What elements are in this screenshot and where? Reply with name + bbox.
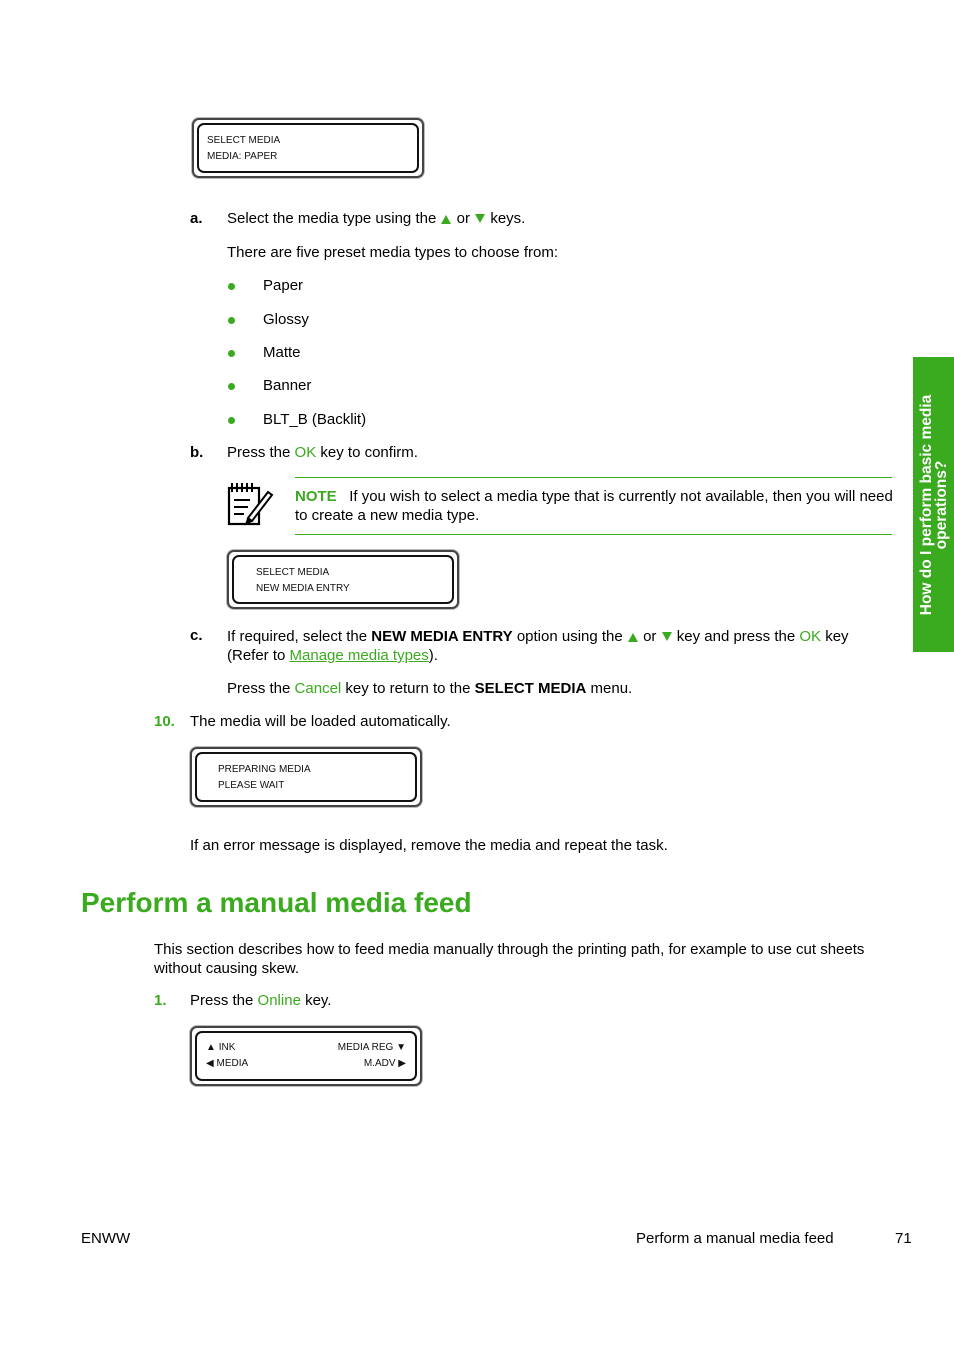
step-b-text (227, 444, 418, 461)
lcd-line-1: SELECT MEDIA (207, 135, 281, 146)
bullet-icon (228, 317, 235, 324)
left-arrow-icon: ◀ (206, 1058, 214, 1069)
lcd-line-2: PLEASE WAIT (218, 780, 285, 791)
up-arrow-icon (628, 633, 638, 642)
step-c-t5: key and press the (676, 628, 796, 645)
footer-left: ENWW (81, 1230, 131, 1247)
list-item: BLT_B (Backlit) (263, 411, 367, 428)
section-intro: This section describes how to feed media manually through the printing path, for example to use cut sheets without causing skew. (154, 941, 865, 977)
cancel-t2: key to return to the (345, 680, 471, 697)
note-label: NOTE (295, 488, 337, 505)
bullet-icon (228, 383, 235, 390)
online-key-ref: Online (257, 992, 301, 1009)
chapter-side-tab (913, 357, 954, 652)
error-instruction: If an error message is displayed, remove the media and repeat the task. (190, 837, 668, 854)
down-arrow-icon (475, 214, 485, 223)
up-arrow-icon: ▲ (206, 1042, 216, 1053)
step-c-t1: If required, select the (227, 628, 368, 645)
up-arrow-icon (441, 215, 451, 224)
step-b-label: b. (190, 444, 204, 461)
step-10-text: The media will be loaded automatically. (190, 713, 451, 730)
note-bottom-rule (295, 534, 892, 535)
lcd-line-1: SELECT MEDIA (256, 567, 330, 578)
step-a-text-before: Select the media type using the (227, 210, 437, 227)
lcd-line-1: PREPARING MEDIA (218, 764, 311, 775)
lcd-bottom-right (364, 1056, 406, 1071)
step-c-or: or (643, 628, 657, 645)
ok-key-ref: OK (294, 444, 317, 461)
right-arrow-icon: ▶ (398, 1058, 406, 1069)
chapter-side-tab-label: How do I perform basic media operations? (917, 394, 950, 615)
step-10-label: 10. (154, 713, 175, 730)
lcd-line-2: NEW MEDIA ENTRY (256, 583, 350, 594)
step-a-text-after: keys. (490, 210, 526, 227)
step-b-text-after: key to confirm. (320, 444, 418, 461)
step-c-t6: key (825, 628, 849, 645)
list-item: Matte (263, 344, 301, 361)
list-item: Banner (263, 377, 312, 394)
media-label: MEDIA (216, 1058, 249, 1069)
list-item: Glossy (263, 311, 309, 328)
step-1-t2: key. (305, 992, 332, 1009)
ok-key-ref: OK (799, 628, 822, 645)
step-b-text-before: Press the (227, 444, 291, 461)
down-arrow-icon: ▼ (396, 1042, 406, 1053)
list-item: Paper (263, 277, 304, 294)
step-a-label: a. (190, 210, 203, 227)
lcd-display-new-media-entry (227, 550, 459, 609)
note-text: If you wish to select a media type that is currently not available, then you will need to create a new media type. (295, 488, 893, 524)
bullet-icon (228, 283, 235, 290)
cancel-t1: Press the (227, 680, 291, 697)
m-adv-label: M.ADV (363, 1058, 396, 1069)
bullet-icon (228, 350, 235, 357)
step-c-option: NEW MEDIA ENTRY (371, 628, 513, 645)
media-types-intro: There are five preset media types to choose from: (227, 244, 558, 261)
step-a-text (227, 210, 525, 227)
lcd-top-right (338, 1040, 406, 1055)
section-title: Perform a manual media feed (81, 887, 472, 918)
note-top-rule (295, 477, 892, 478)
step-c-text (227, 627, 897, 665)
step-1-label: 1. (154, 992, 167, 1009)
lcd-display-online-menu (190, 1026, 422, 1086)
cancel-key-ref: Cancel (294, 680, 342, 697)
step-c-t7: (Refer to (227, 647, 286, 664)
note-pencil-icon (226, 480, 274, 528)
lcd-display-select-media (192, 118, 424, 178)
page-number: 71 (895, 1230, 912, 1247)
manage-media-types-link[interactable]: Manage media types (289, 647, 429, 664)
step-a-or: or (456, 210, 470, 227)
select-media-ref: SELECT MEDIA (474, 680, 587, 697)
cancel-instruction (227, 680, 632, 697)
bullet-icon (228, 417, 235, 424)
step-c-t8: ). (428, 647, 438, 664)
lcd-top-left (206, 1040, 235, 1055)
media-reg-label: MEDIA REG (337, 1042, 394, 1053)
step-1-text (190, 992, 331, 1009)
note-body (295, 487, 895, 525)
ink-label: INK (218, 1042, 236, 1053)
step-c-label: c. (190, 627, 203, 644)
lcd-line-2: MEDIA: PAPER (207, 151, 278, 162)
down-arrow-icon (662, 632, 672, 641)
cancel-t3: menu. (590, 680, 633, 697)
step-c-t3: option using the (516, 628, 623, 645)
step-1-t1: Press the (190, 992, 254, 1009)
lcd-display-preparing-media (190, 747, 422, 807)
footer-section-title: Perform a manual media feed (636, 1230, 834, 1247)
lcd-bottom-left (206, 1056, 248, 1071)
